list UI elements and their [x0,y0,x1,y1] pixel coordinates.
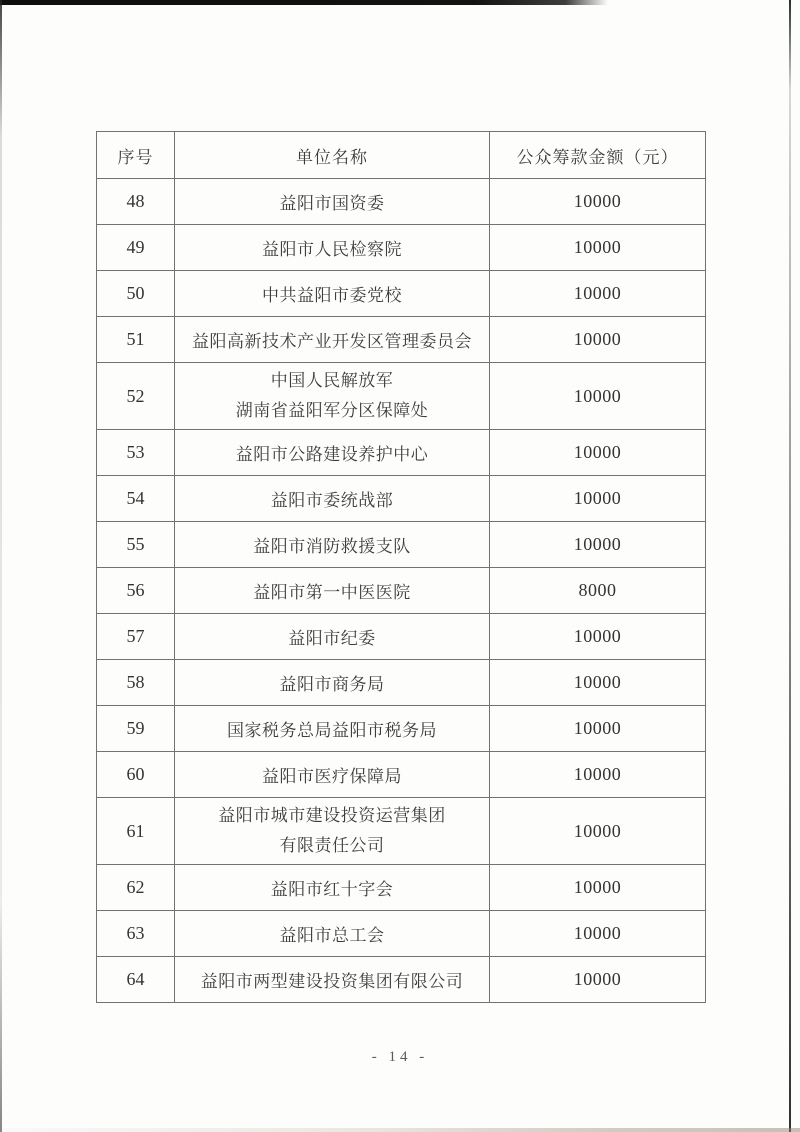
table-row [97,225,706,271]
serial-no: 64 [97,957,175,1003]
unit-name: 益阳市委统战部 [175,476,490,522]
table-row [97,752,706,798]
table-row [97,865,706,911]
serial-no: 62 [97,865,175,911]
serial-no: 56 [97,568,175,614]
unit-name: 益阳市消防救援支队 [175,522,490,568]
header-cell-unit-name: 单位名称 [175,132,490,179]
table-header [97,132,706,179]
amount: 10000 [490,957,706,1003]
table-row [97,179,706,225]
table-row [97,798,706,865]
serial-no: 51 [97,317,175,363]
amount: 10000 [490,271,706,317]
amount: 10000 [490,363,706,430]
table-row [97,317,706,363]
table-row [97,911,706,957]
serial-no: 53 [97,430,175,476]
unit-name: 益阳市商务局 [175,660,490,706]
unit-name: 益阳市纪委 [175,614,490,660]
table-row [97,430,706,476]
serial-no: 57 [97,614,175,660]
unit-name: 益阳市国资委 [175,179,490,225]
amount: 10000 [490,614,706,660]
serial-no: 55 [97,522,175,568]
serial-no: 59 [97,706,175,752]
amount: 8000 [490,568,706,614]
amount: 10000 [490,706,706,752]
amount: 10000 [490,476,706,522]
header-cell-amount: 公众筹款金额（元） [490,132,706,179]
unit-name: 益阳高新技术产业开发区管理委员会 [175,317,490,363]
table-body [97,179,706,1003]
serial-no: 48 [97,179,175,225]
amount: 10000 [490,660,706,706]
serial-no: 52 [97,363,175,430]
table-row [97,363,706,430]
serial-no: 63 [97,911,175,957]
amount: 10000 [490,179,706,225]
unit-name: 益阳市两型建设投资集团有限公司 [175,957,490,1003]
serial-no: 49 [97,225,175,271]
scan-edge-bottom [0,1128,800,1132]
amount: 10000 [490,865,706,911]
amount: 10000 [490,911,706,957]
serial-no: 60 [97,752,175,798]
serial-no: 50 [97,271,175,317]
serial-no: 61 [97,798,175,865]
amount: 10000 [490,522,706,568]
table-row [97,568,706,614]
unit-name: 国家税务总局益阳市税务局 [175,706,490,752]
unit-name: 益阳市城市建设投资运营集团 有限责任公司 [175,798,490,865]
unit-name: 益阳市公路建设养护中心 [175,430,490,476]
scan-edge-left [0,0,2,1132]
serial-no: 54 [97,476,175,522]
unit-name: 中国人民解放军 湖南省益阳军分区保障处 [175,363,490,430]
scan-edge-right [789,0,791,1132]
table-row [97,706,706,752]
table-row [97,957,706,1003]
header-row [97,132,706,179]
table-row [97,522,706,568]
fundraising-table [96,131,706,1003]
amount: 10000 [490,752,706,798]
unit-name: 益阳市医疗保障局 [175,752,490,798]
header-cell-serial: 序号 [97,132,175,179]
page-number: - 14 - [371,1049,429,1065]
unit-name: 中共益阳市委党校 [175,271,490,317]
scan-edge-top [0,0,608,5]
serial-no: 58 [97,660,175,706]
unit-name: 益阳市总工会 [175,911,490,957]
table-row [97,271,706,317]
unit-name: 益阳市人民检察院 [175,225,490,271]
amount: 10000 [490,317,706,363]
unit-name: 益阳市红十字会 [175,865,490,911]
unit-name: 益阳市第一中医医院 [175,568,490,614]
table-row [97,660,706,706]
amount: 10000 [490,798,706,865]
amount: 10000 [490,225,706,271]
table-row [97,614,706,660]
table-row [97,476,706,522]
amount: 10000 [490,430,706,476]
